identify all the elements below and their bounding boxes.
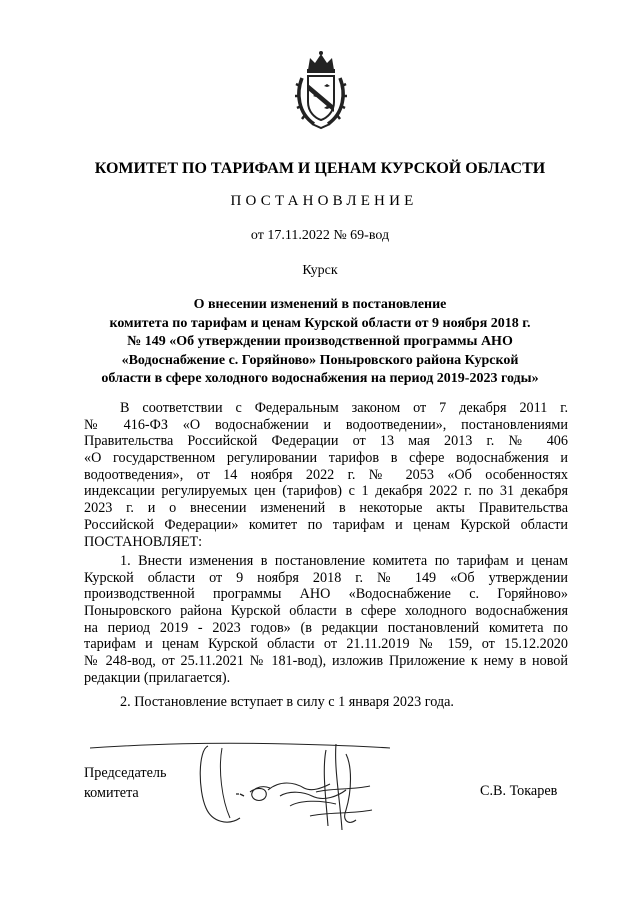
subject-line: комитета по тарифам и ценам Курской области от 9 ноября 2018 г. [109, 315, 531, 331]
item-2-paragraph [84, 694, 568, 711]
committee-name: КОМИТЕТ ПО ТАРИФАМ И ЦЕНАМ КУРСКОЙ ОБЛАСТИ [94, 160, 546, 177]
item1-line: Поныровского района Курской области в сфере холодного водоснабжения [84, 603, 568, 620]
preamble-line: Российской Федерации» комитет по тарифам и ценам Курской области [84, 516, 568, 533]
item2-line: 2. Постановление вступает в силу с 1 января 2023 года. [120, 694, 454, 710]
subject-line: области в сфере холодного водоснабжения на период 2019-2023 годы» [101, 371, 539, 386]
position-line: комитета [84, 785, 139, 801]
decree-subject [60, 296, 580, 389]
item1-line: тарифам и ценам Курской области от 21.11.2019 № 159, от 15.12.2020 [84, 636, 568, 653]
preamble-line: В соответствии с Федеральным законом от 7 декабря 2011 г. [120, 400, 568, 416]
decree-title: ПОСТАНОВЛЕНИЕ [230, 193, 418, 209]
preamble-paragraph [84, 400, 568, 550]
decree-number: от 17.11.2022 № 69-вод [250, 228, 390, 243]
preamble-line: «О государственном регулировании тарифов в сфере водоснабжения и [84, 450, 568, 467]
preamble-line: 2023 г. и о внесении изменений в некоторые акты Правительства [84, 500, 568, 517]
signatory-name: С.В. Токарев [480, 783, 558, 799]
subject-line: «Водоснабжение с. Горяйново» Поныровского района Курской [121, 352, 519, 368]
preamble-line: № 416-ФЗ «О водоснабжении и водоотведении», постановлениями [84, 416, 568, 433]
preamble-line: индексации регулируемых цен (тарифов) с 1 декабря 2022 г. по 31 декабря [84, 483, 568, 500]
item1-line: на период 2019 - 2023 годов» (в редакции постановлений комитета по [84, 619, 568, 636]
item1-line: редакции (прилагается). [84, 669, 231, 686]
coat-of-arms-emblem [294, 48, 348, 130]
position-line: Председатель [84, 765, 167, 781]
subject-line: № 149 «Об утверждении производственной программы АНО [127, 334, 513, 349]
item-1-paragraph [84, 553, 568, 687]
subject-line: О внесении изменений в постановление [193, 297, 447, 312]
preamble-line: ПОСТАНОВЛЯЕТ: [84, 533, 203, 550]
preamble-line: водоотведения», от 14 ноября 2022 г. № 2053 «Об особенностях [84, 466, 568, 483]
item1-line: производственной программы АНО «Водоснабжение с. Горяйново» [84, 586, 568, 603]
item1-line: 1. Внести изменения в постановление комитета по тарифам и ценам [120, 553, 568, 569]
item1-line: Курской области от 9 ноября 2018 г. № 149 «Об утверждении [84, 569, 568, 586]
city: Курск [302, 263, 338, 278]
item1-line: № 248-вод, от 25.11.2021 № 181-вод), изложив Приложение к нему в новой [84, 653, 568, 670]
signatory-position [84, 763, 166, 803]
preamble-line: Правительства Российской Федерации от 13 мая 2013 г. № 406 [84, 433, 568, 450]
